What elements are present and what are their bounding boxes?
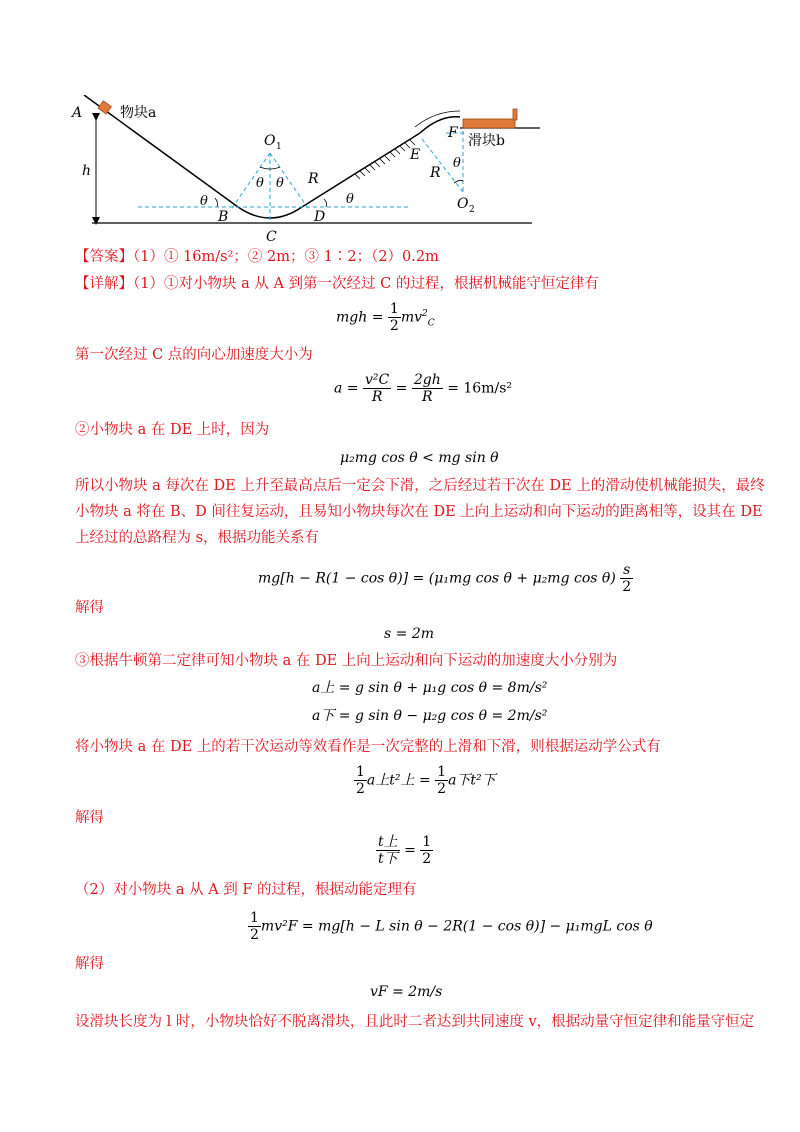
eq1-rhs: mv — [400, 309, 422, 326]
eq1-den: 2 — [389, 318, 399, 334]
angle-arc-d — [324, 199, 327, 207]
eq2-frac1 — [363, 372, 391, 405]
detail-p5: 小物块 a 将在 B、D 间往复运动，且易知小物块每次在 DE 上向上运动和向下运动的距离相等，设其在 DE — [75, 504, 763, 520]
detail-p8: ③根据牛顿第二定律可知小物块 a 在 DE 上向上运动和向下运动的加速度大小分别为 — [75, 653, 618, 669]
label-r2: R — [430, 165, 441, 181]
label-block-a: 物块a — [120, 105, 157, 121]
eq9-den: t下 — [378, 851, 398, 867]
eq2-frac2 — [412, 372, 443, 405]
equation-10 — [248, 910, 653, 943]
construction-lines — [138, 131, 465, 221]
detail-p3: ②小物块 a 在 DE 上时，因为 — [75, 422, 270, 438]
eq9-frac1 — [376, 834, 400, 867]
equation-9 — [376, 834, 433, 867]
label-o1: O — [264, 133, 276, 149]
eq4-frac — [620, 562, 633, 595]
detail-p6: 上经过的总路程为 s，根据功能关系有 — [75, 530, 320, 546]
detail-p4: 所以小物块 a 每次在 DE 上升至最高点后一定会下滑，之后经过若干次在 DE 上的滑动使机械能损失，最终 — [75, 478, 765, 494]
label-theta-right: θ — [276, 176, 284, 191]
label-theta-b: θ — [200, 194, 208, 209]
eq9-rden: 2 — [422, 851, 432, 867]
right-slope-de — [302, 133, 420, 207]
equation-5: s = 2m — [384, 626, 434, 642]
slider-stopper — [513, 109, 517, 120]
label-theta-left: θ — [256, 176, 264, 191]
equation-3: μ₂mg cos θ < mg sin θ — [340, 450, 499, 466]
eq4-den: 2 — [622, 579, 632, 595]
label-c: C — [266, 229, 277, 245]
answer-text: （1）① 16m/s²；② 2m；③ 1∶2；（2）0.2m — [133, 249, 439, 265]
detail-p1-text: （1）①对小物块 a 从 A 到第一次经过 C 的过程，根据机械能守恒定律有 — [133, 276, 599, 292]
eq1-frac — [388, 301, 401, 334]
eq8-num1: 1 — [356, 764, 365, 780]
answer-tag: 【答案】 — [75, 249, 133, 265]
slope-hatch — [355, 140, 415, 179]
label-r1: R — [308, 171, 319, 187]
eq2-den2: R — [422, 389, 433, 405]
eq2-den1: R — [371, 389, 383, 405]
detail-p10: 解得 — [75, 810, 104, 826]
equation-7: a下 = g sin θ − μ₂g cos θ = 2m/s² — [312, 708, 548, 724]
answer-line — [75, 247, 735, 267]
slider-b — [463, 119, 515, 128]
eq10-frac — [248, 910, 261, 943]
eq9-num: t上 — [378, 834, 398, 850]
eq10-num: 1 — [250, 910, 259, 926]
eq8-den2: 2 — [437, 781, 447, 797]
eq8-den1: 2 — [356, 781, 365, 797]
eq2-a: a = — [334, 380, 359, 397]
label-theta-o2: θ — [453, 156, 461, 171]
label-e: E — [410, 147, 421, 163]
detail-p12: 解得 — [75, 956, 104, 972]
detail-p1 — [75, 274, 735, 294]
eq1-sup: 2 — [422, 308, 428, 319]
detail-p2: 第一次经过 C 点的向心加速度大小为 — [75, 347, 313, 363]
label-theta-d: θ — [346, 192, 354, 207]
eq2-num2: 2gh — [413, 372, 441, 388]
detail-p7: 解得 — [75, 600, 104, 616]
block-a — [98, 101, 111, 114]
eq8-mid: a上t²上 = — [366, 772, 431, 789]
label-slider-b: 滑块b — [468, 133, 505, 149]
eq10-rest: mv²F = mg[h − L sin θ − 2R(1 − cos θ)] − μ₁mgL cos θ — [260, 918, 653, 935]
equation-1 — [336, 301, 435, 334]
eq8-frac2 — [435, 764, 448, 797]
eq4-num: s — [620, 562, 633, 579]
eq8-frac1 — [354, 764, 367, 797]
eq9-eq: = — [404, 842, 416, 859]
equation-11: vF = 2m/s — [370, 984, 443, 1000]
detail-p11: （2）对小物块 a 从 A 到 F 的过程，根据动能定理有 — [75, 882, 417, 898]
label-o2: O — [457, 196, 469, 212]
label-o2-sub: 2 — [469, 205, 475, 215]
equation-8 — [354, 764, 496, 797]
eq1-lhs: mgh = — [336, 309, 384, 326]
eq8-rhs: a下t²下 — [448, 772, 496, 789]
label-b: B — [218, 209, 229, 225]
angle-arc-o2 — [454, 180, 463, 183]
label-f: F — [448, 125, 458, 141]
label-o1-sub: 1 — [276, 142, 282, 152]
eq1-num: 1 — [389, 301, 399, 317]
label-d: D — [314, 209, 326, 225]
eq10-den: 2 — [250, 927, 259, 943]
eq1-sub: C — [427, 318, 435, 329]
eq9-frac2 — [420, 834, 433, 867]
eq9-rnum: 1 — [422, 834, 432, 850]
detail-p9: 将小物块 a 在 DE 上的若干次运动等效看作是一次完整的上滑和下滑，则根据运动学公式有 — [75, 739, 661, 755]
eq4-body: mg[h − R(1 − cos θ)] = (μ₁mg cos θ + μ₂mg cos θ) — [258, 570, 616, 587]
physics-diagram — [70, 95, 550, 245]
eq2-eq: = — [395, 380, 408, 397]
label-a-point: A — [72, 105, 83, 121]
eq2-num1: v²C — [364, 372, 390, 388]
equation-4 — [258, 562, 633, 595]
eq2-val: = 16m/s² — [447, 380, 512, 397]
label-h: h — [82, 163, 92, 179]
equation-6: a上 = g sin θ + μ₁g cos θ = 8m/s² — [312, 680, 548, 696]
angle-arc-b — [215, 198, 218, 207]
detail-tag: 【详解】 — [75, 276, 133, 292]
eq8-num2: 1 — [437, 764, 447, 780]
equation-2 — [334, 372, 512, 405]
detail-p13: 设滑块长度为 l 时，小物块恰好不脱离滑块，且此时二者达到共同速度 v，根据动量守恒定律和能量守恒定 — [75, 1014, 755, 1030]
